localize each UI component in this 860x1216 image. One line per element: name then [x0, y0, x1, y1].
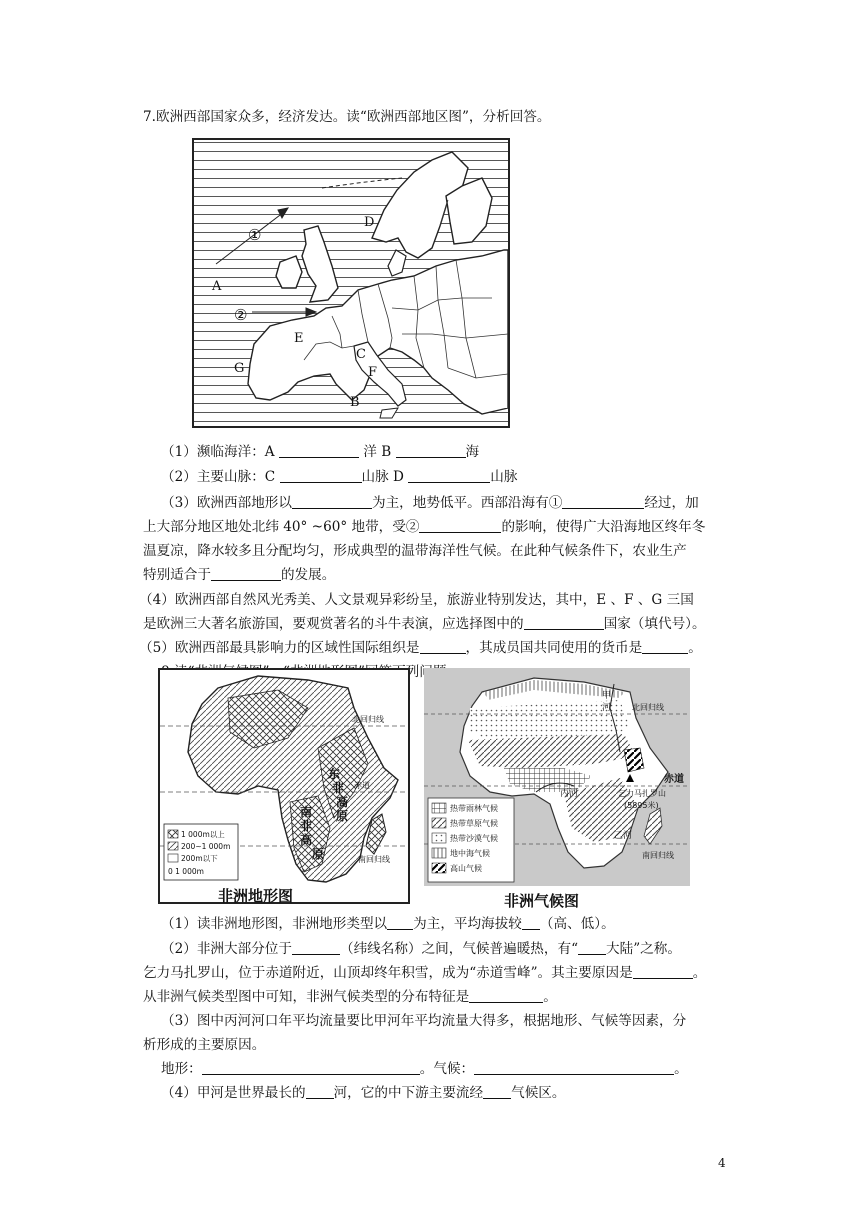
terrain-map-caption: 非洲地形图	[218, 887, 294, 905]
river-jia-char-2: 河	[602, 703, 612, 713]
q8-part2-line2: 乞力马扎罗山，位于赤道附近，山顶却终年积雪，成为“赤道雪峰”。其主要原因是 。	[143, 965, 707, 981]
map-label-e: E	[294, 331, 304, 346]
east-plateau-char-2: 非	[332, 781, 345, 795]
east-plateau-char-1: 东	[328, 767, 341, 781]
south-plateau-char-2: 非	[300, 819, 313, 833]
q8-part1: （1）读非洲地形图，非洲地形类型以 为主，平均海拔较 （高、低）。	[161, 916, 615, 932]
africa-climate-map	[424, 668, 690, 886]
q7-stem: 7.欧洲西部国家众多，经济发达。读“欧洲西部地区图”，分析回答。	[143, 109, 551, 125]
map-label-circle-2: ②	[234, 306, 248, 324]
map-label-b: B	[350, 395, 360, 410]
answer-blank[interactable]	[280, 468, 362, 483]
climate-legend-5: 高山气候	[450, 864, 482, 873]
answer-blank[interactable]	[396, 443, 466, 458]
answer-blank[interactable]	[211, 566, 281, 581]
q7-part2: （2）主要山脉：C 山脉 D 山脉	[161, 469, 518, 485]
answer-blank[interactable]	[562, 494, 644, 509]
terrain-tropic-s: 南回归线	[358, 855, 390, 864]
q8-part3-line2: 析形成的主要原因。	[143, 1037, 266, 1053]
climate-legend-1: 热带雨林气候	[450, 804, 498, 813]
answer-blank[interactable]	[387, 915, 413, 930]
climate-tropic-n: 北回归线	[632, 703, 664, 712]
q7-part3-line1: （3）欧洲西部地形以 为主，地势低平。西部沿海有① 经过，加	[161, 495, 699, 511]
map-label-d: D	[364, 215, 375, 230]
q7-part5: （5）欧洲西部最具影响力的区域性国际组织是 ，其成员国共同使用的货币是 。	[139, 640, 702, 656]
climate-equator: 赤道	[664, 774, 684, 785]
answer-blank[interactable]	[474, 1060, 674, 1075]
south-plateau-char-1: 南	[300, 805, 313, 819]
q8-part2-line3: 从非洲气候类型图中可知，非洲气候类型的分布特征是 。	[143, 989, 557, 1005]
q7-part3-line3: 温夏凉，降水较多且分配均匀，形成典型的温带海洋性气候。在此种气候条件下，农业生产	[143, 543, 687, 559]
terrain-legend-2: 200~1 000m	[181, 842, 231, 851]
answer-blank[interactable]	[524, 615, 604, 630]
climate-legend-2: 热带草原气候	[450, 819, 498, 828]
answer-blank[interactable]	[306, 1084, 334, 1099]
answer-blank[interactable]	[408, 468, 490, 483]
east-plateau-char-3: 高	[336, 795, 349, 809]
climate-legend-3: 热带沙漠气候	[450, 834, 498, 843]
q7-part4-line2: 是欧洲三大著名旅游国，要观赏著名的斗牛表演，应选择图中的 国家（填代号）。	[143, 616, 706, 632]
map-label-c: C	[356, 347, 366, 362]
kilimanjaro-elevation: (5895米)	[624, 801, 659, 810]
south-plateau-char-4: 原	[312, 847, 325, 861]
q8-part4: （4）甲河是世界最长的 河，它的中下游主要流经 气候区。	[161, 1085, 566, 1101]
terrain-tropic-n: 北回归线	[352, 715, 384, 724]
answer-blank[interactable]	[202, 1060, 420, 1075]
map-label-f: F	[368, 365, 378, 380]
south-plateau-char-3: 高	[300, 833, 313, 847]
answer-blank[interactable]	[419, 518, 501, 533]
climate-map-caption: 非洲气候图	[504, 892, 580, 910]
answer-blank[interactable]	[633, 964, 693, 979]
q8-part3-line1: （3）图中丙河河口年平均流量要比甲河年平均流量大得多，根据地形、气候等因素，分	[161, 1013, 687, 1029]
answer-blank[interactable]	[469, 988, 543, 1003]
q8-part3-line3: 地形： 。气候： 。	[161, 1061, 688, 1077]
q7-part3-line4: 特别适合于 的发展。	[143, 567, 336, 583]
terrain-scale: 0 1 000m	[168, 867, 204, 876]
western-europe-map	[192, 138, 510, 428]
climate-legend-4: 地中海气候	[450, 849, 490, 858]
river-bing-label: 丙河	[560, 789, 579, 799]
map-label-circle-1: ①	[248, 226, 262, 244]
map-label-g: G	[234, 361, 245, 376]
q7-part1: （1）濒临海洋：A 洋 B 海	[161, 444, 480, 460]
answer-blank[interactable]	[292, 494, 372, 509]
page-number: 4	[718, 1156, 726, 1170]
answer-blank[interactable]	[483, 1084, 511, 1099]
answer-blank[interactable]	[420, 639, 466, 654]
answer-blank[interactable]	[522, 915, 540, 930]
map-label-a: A	[212, 279, 222, 294]
terrain-equator: 赤道	[354, 781, 370, 790]
q7-part3-line2: 上大部分地区地处北纬 40° ~60° 地带，受② 的影响，使得广大沿海地区终年冬	[143, 519, 706, 535]
river-yi-label: 乙河	[614, 831, 633, 841]
answer-blank[interactable]	[292, 940, 340, 955]
terrain-legend-3: 200m以下	[181, 854, 218, 863]
africa-terrain-map	[158, 668, 410, 904]
answer-blank[interactable]	[642, 639, 688, 654]
terrain-legend-1: 1 000m以上	[181, 830, 225, 839]
q8-part2-line1: （2）非洲大部分位于 （纬线名称）之间，气候普遍暖热，有“ 大陆”之称。	[161, 941, 681, 957]
answer-blank[interactable]	[279, 443, 359, 458]
kilimanjaro-label: 乞力马扎罗山	[618, 789, 666, 798]
q7-part4-line1: （4）欧洲西部自然风光秀美、人文景观异彩纷呈，旅游业特别发达，其中，E 、F 、G 三国	[139, 592, 694, 608]
river-jia-char-1: 甲	[602, 691, 612, 701]
climate-tropic-s: 南回归线	[642, 851, 674, 860]
answer-blank[interactable]	[578, 940, 606, 955]
east-plateau-char-4: 原	[336, 809, 349, 823]
